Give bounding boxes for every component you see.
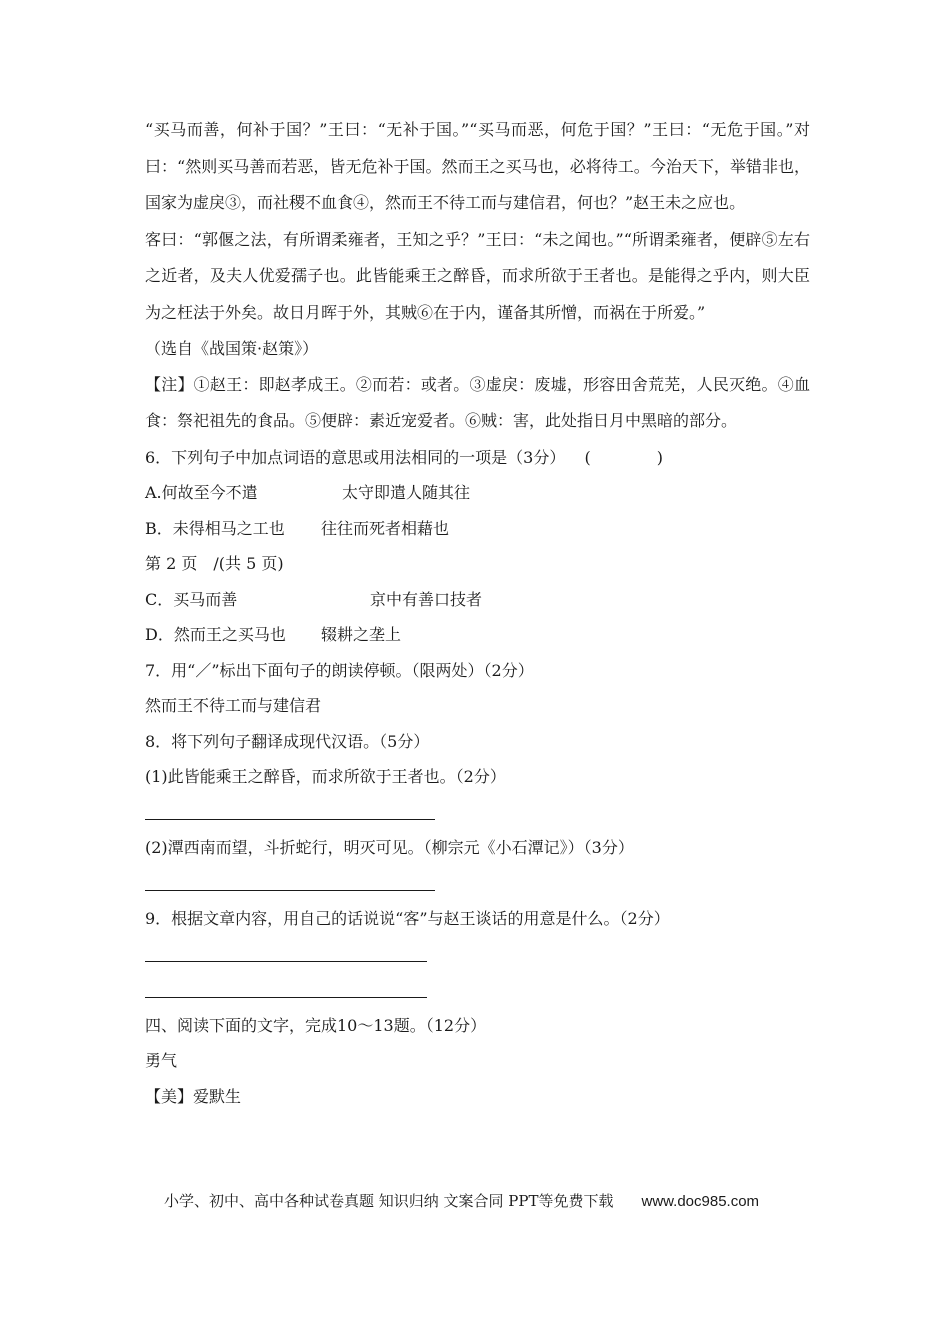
passage-source: （选自《战国策·赵策》） bbox=[145, 339, 319, 358]
article-author: 【美】爱默生 bbox=[145, 1086, 242, 1106]
question-8-part-2: (2)潭西南而望，斗折蛇行，明灭可见。（柳宗元《小石潭记》）（3分） bbox=[145, 838, 634, 857]
answer-paren-open: ( bbox=[584, 447, 591, 467]
option-d-right: 辍耕之垄上 bbox=[321, 625, 402, 644]
question-6 bbox=[145, 440, 810, 476]
option-c bbox=[145, 582, 810, 618]
question-7-sentence: 然而王不待工而与建信君 bbox=[145, 696, 322, 715]
article-title: 勇气 bbox=[145, 1051, 178, 1070]
answer-blank-8-1[interactable] bbox=[145, 795, 810, 831]
page-marker: 第 2 页 /(共 5 页) bbox=[145, 554, 284, 573]
page-footer bbox=[164, 1190, 759, 1211]
answer-blank-9-2[interactable] bbox=[145, 972, 810, 1008]
option-b bbox=[145, 511, 810, 547]
question-8-part-1: (1)此皆能乘王之醉昏，而求所欲于王者也。（2分） bbox=[145, 767, 506, 786]
option-a bbox=[145, 475, 810, 511]
section-4-heading: 四、阅读下面的文字，完成10～13题。（12分） bbox=[145, 1015, 487, 1035]
passage-notes: 【注】①赵王：即赵孝成王。②而若：或者。③虚戾：废墟，形容田舍荒芜，人民灭绝。④血食：祭祀祖先的食品。⑤便辟：素近宠爱者。⑥贼：害，此处指日月中黑暗的部分。 bbox=[145, 374, 810, 430]
option-c-left: C．买马而善 bbox=[145, 589, 238, 609]
option-b-right: 往往而死者相藉也 bbox=[321, 518, 450, 538]
answer-paren-close: ) bbox=[656, 447, 663, 467]
question-9: 9．根据文章内容，用自己的话说说“客”与赵王谈话的用意是什么。（2分） bbox=[145, 909, 670, 928]
document-content bbox=[145, 112, 810, 1114]
question-7: 7．用“／”标出下面句子的朗读停顿。（限两处）（2分） bbox=[145, 660, 534, 680]
option-c-right: 京中有善口技者 bbox=[370, 589, 483, 609]
question-6-stem: 6．下列句子中加点词语的意思或用法相同的一项是（3分） bbox=[145, 447, 566, 467]
answer-blank-9-1[interactable] bbox=[145, 937, 810, 973]
answer-blank-8-2[interactable] bbox=[145, 866, 810, 902]
footer-url[interactable]: www.doc985.com bbox=[641, 1193, 760, 1210]
question-8: 8．将下列句子翻译成现代汉语。（5分） bbox=[145, 731, 430, 751]
option-d-left: D．然而王之买马也 bbox=[145, 625, 286, 644]
footer-text: 小学、初中、高中各种试卷真题 知识归纳 文案合同 PPT等免费下载 bbox=[164, 1192, 614, 1210]
option-d bbox=[145, 617, 810, 653]
option-a-left: A.何故至今不遣 bbox=[145, 483, 258, 502]
passage-paragraph-1: “买马而善，何补于国？”王曰：“无补于国。”“买马而恶，何危于国？”王曰：“无危于国。”对曰：“然则买马善而若恶，皆无危补于国。然而王之买马也，必将待工。今治天下，举错非也，国家为虚戾③，而社稷不血食④，然而王不待工而与建信君，何也？”赵王未之应也。 bbox=[145, 120, 810, 212]
option-b-left: B．未得相马之工也 bbox=[145, 518, 285, 538]
passage-paragraph-2: 客曰：“郭偃之法，有所谓柔雍者，王知之乎？”王曰：“未之闻也。”“所谓柔雍者，便辟⑤左右之近者，及夫人优爱孺子也。此皆能乘王之醉昏，而求所欲于王者也。是能得之乎内，则大臣为之枉法于外矣。故日月晖于外，其贼⑥在于内，谨备其所憎，而祸在于所爱。” bbox=[145, 229, 810, 322]
option-a-right: 太守即遣人随其往 bbox=[342, 483, 471, 502]
